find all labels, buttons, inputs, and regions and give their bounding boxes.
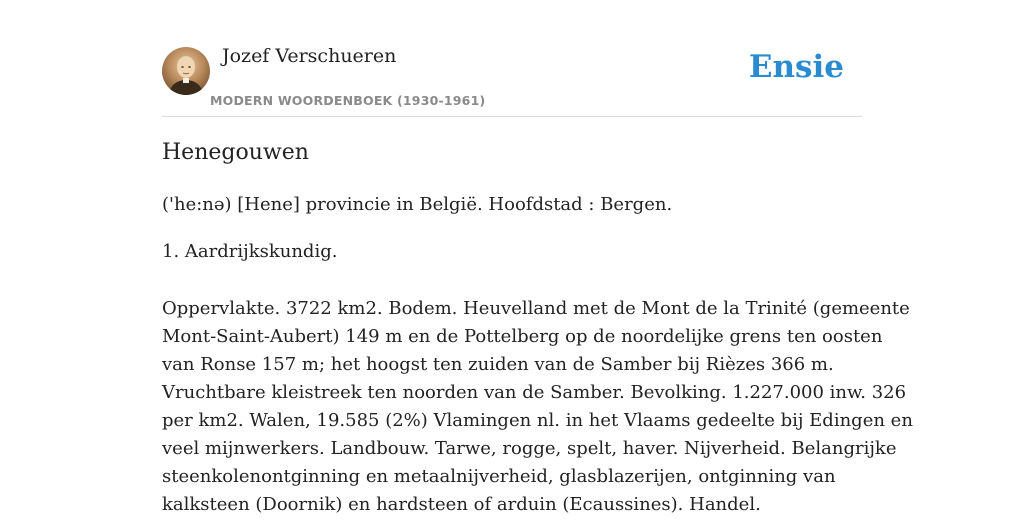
body-line: kalksteen (Doornik) en hardsteen of arduin (Ecaussines). Handel. [162, 494, 761, 515]
body-line: Mont-Saint-Aubert) 149 m en de Pottelberg op de noordelijke grens ten oosten [162, 326, 883, 347]
entry-pronunciation: ('he:nə) [Hene] provincie in België. Hoofdstad : Bergen. [162, 194, 673, 215]
author-name[interactable]: Jozef Verschueren [222, 45, 397, 67]
body-line: steenkolenontginning en metaalnijverheid, glasblazerijen, ontginning van [162, 466, 836, 487]
body-line: van Ronse 157 m; het hoogst ten zuiden van de Samber bij Rièzes 366 m. [162, 354, 834, 375]
body-line: per km2. Walen, 19.585 (2%) Vlamingen nl. in het Vlaams gedeelte bij Edingen en [162, 410, 913, 431]
body-line: Oppervlakte. 3722 km2. Bodem. Heuvelland met de Mont de la Trinité (gemeente [162, 298, 910, 319]
section-heading: 1. Aardrijkskundig. [162, 241, 338, 262]
ensie-logo[interactable]: Ensie [748, 49, 844, 85]
source-label[interactable]: MODERN WOORDENBOEK (1930-1961) [210, 93, 486, 108]
author-portrait-icon [162, 47, 210, 95]
entry-title: Henegouwen [162, 140, 309, 165]
entry-page [162, 0, 913, 515]
entry-header [162, 0, 862, 117]
entry-body [162, 297, 913, 521]
author-avatar[interactable] [162, 47, 210, 95]
body-line: Vruchtbare kleistreek ten noorden van de Samber. Bevolking. 1.227.000 inw. 326 [162, 382, 907, 403]
body-line: veel mijnwerkers. Landbouw. Tarwe, rogge, spelt, haver. Nijverheid. Belangrijke [162, 438, 897, 459]
